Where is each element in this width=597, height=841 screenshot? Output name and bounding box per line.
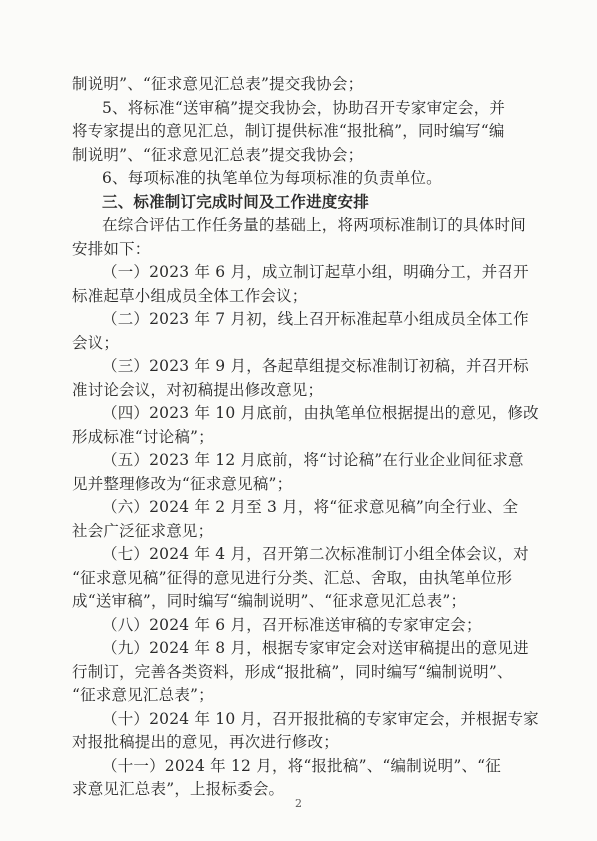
text-line: （一）2023 年 6 月，成立制订起草小组，明确分工，并召开	[102, 263, 529, 281]
text-line: （十）2024 年 10 月，召开报批稿的专家审定会，并根据专家	[102, 710, 539, 728]
text-line: 形成标准“讨论稿”；	[72, 428, 214, 446]
text-line: 6、每项标准的执笔单位为每项标准的负责单位。	[102, 169, 442, 187]
text-line: （九）2024 年 8 月，根据专家审定会对送审稿提出的意见进	[102, 639, 529, 657]
text-line: （三）2023 年 9 月，各起草组提交标准制订初稿，并召开标	[102, 357, 529, 375]
text-line: 安排如下：	[72, 240, 151, 258]
page-number: 2	[295, 797, 302, 810]
text-line: （二）2023 年 7 月初，线上召开标准起草小组成员全体工作	[102, 310, 529, 328]
text-line: 制说明”、“征求意见汇总表”提交我协会；	[72, 146, 364, 164]
text-line: 社会广泛征求意见；	[72, 522, 214, 540]
text-line: 5、将标准“送审稿”提交我协会，协助召开专家审定会，并	[102, 99, 506, 117]
text-line: （五）2023 年 12 月底前，将“讨论稿”在行业企业间征求意	[102, 451, 524, 469]
text-line: 求意见汇总表”，上报标委会。	[72, 780, 285, 798]
text-line: 将专家提出的意见汇总，制订提供标准“报批稿”，同时编写“编	[72, 122, 505, 140]
text-line: （七）2024 年 4 月，召开第二次标准制订小组全体会议，对	[102, 545, 529, 563]
text-line: “征求意见汇总表”；	[72, 686, 214, 704]
section-heading: 三、标准制订完成时间及工作进度安排	[102, 193, 369, 211]
text-line: 标准起草小组成员全体工作会议；	[72, 287, 308, 305]
text-line: 见并整理修改为“征求意见稿”；	[72, 475, 293, 493]
text-line: 对报批稿提出的意见，再次进行修改；	[72, 733, 339, 751]
text-line: 在综合评估工作任务量的基础上，将两项标准制订的具体时间	[102, 216, 526, 234]
text-line: （十一）2024 年 12 月，将“报批稿”、“编制说明”、“征	[102, 757, 501, 775]
text-line: （四）2023 年 10 月底前，由执笔单位根据提出的意见，修改	[102, 404, 539, 422]
text-line: 会议；	[72, 334, 120, 352]
text-line: 成“送审稿”，同时编写“编制说明”、“征求意见汇总表”；	[72, 592, 467, 610]
text-line: （六）2024 年 2 月至 3 月，将“征求意见稿”向全行业、全	[102, 498, 519, 516]
text-line: 制说明”、“征求意见汇总表”提交我协会；	[72, 75, 364, 93]
text-line: 准讨论会议，对初稿提出修改意见；	[72, 381, 324, 399]
text-line: （八）2024 年 6 月，召开标准送审稿的专家审定会；	[102, 616, 482, 634]
text-line: “征求意见稿”征得的意见进行分类、汇总、舍取，由执笔单位形	[72, 569, 513, 587]
text-line: 行制订，完善各类资料，形成“报批稿”，同时编写“编制说明”、	[72, 663, 513, 681]
